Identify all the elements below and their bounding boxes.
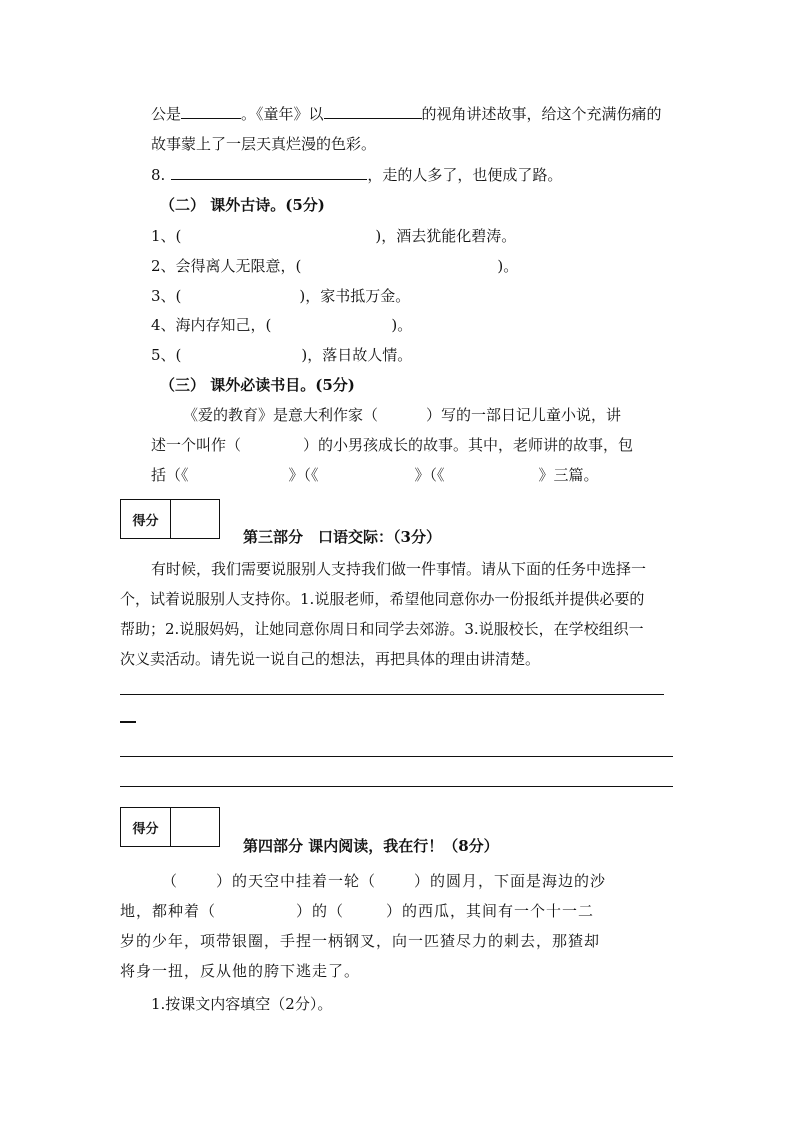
body-text: 次义卖活动。请先说一说自己的想法，再把具体的理由讲清楚。	[120, 650, 541, 668]
book-text: 》三篇。	[538, 466, 599, 484]
book-text: ）的小男孩成长的故事。其中，老师讲的故事，包	[303, 436, 634, 454]
part-title: 第三部分 口语交际：（3分）	[243, 528, 441, 546]
body-text: 个，试着说服别人支持你。1.说服老师，希望他同意你办一份报纸并提供必要的	[120, 590, 645, 608]
book-line	[151, 465, 599, 485]
score-box	[120, 807, 220, 847]
question-text: 1.按课文内容填空（2分）。	[151, 995, 333, 1013]
reading-text: ）的（	[296, 902, 345, 920]
poem-item	[151, 345, 412, 365]
book-text: 括（《	[151, 466, 189, 484]
book-text: ）写的一部日记儿童小说，讲	[426, 406, 622, 424]
section-heading: （二） 课外古诗。(5分)	[160, 196, 325, 214]
reading-text: ）的西瓜，其间有一个十一二	[386, 902, 595, 920]
poem-item	[151, 226, 516, 246]
reading-line	[120, 901, 594, 921]
poem-text: )，落日故人情。	[301, 346, 413, 364]
book-text: 述一个叫作（	[151, 436, 242, 454]
answer-blank[interactable]	[324, 104, 422, 119]
section-heading: （三） 课外必读书目。(5分)	[160, 376, 355, 394]
book-text: 《爱的教育》是意大利作家（	[183, 406, 379, 424]
poem-text: )。	[497, 257, 519, 275]
poem-text: 4、海内存知己，(	[151, 316, 272, 334]
answer-line[interactable]	[120, 786, 673, 787]
fill-text: 。《童年》以	[241, 105, 324, 123]
fill-line-7	[151, 104, 662, 124]
body-text: 有时候，我们需要说服别人支持我们做一件事情。请从下面的任务中选择一	[151, 560, 647, 578]
body-text: 帮助；2.说服妈妈，让她同意你周日和同学去郊游。3.说服校长，在学校组织一	[120, 620, 644, 638]
reading-text: （	[162, 872, 179, 890]
book-text: 》（《	[288, 466, 319, 484]
poem-text: 2、会得离人无限意，(	[151, 257, 302, 275]
book-line	[151, 435, 633, 455]
answer-blank[interactable]	[181, 104, 241, 119]
fill-line-8	[151, 165, 562, 185]
poem-text: )。	[391, 316, 413, 334]
book-line	[183, 405, 621, 425]
answer-line[interactable]	[120, 694, 664, 695]
reading-text: ）的天空中挂着一轮（	[216, 872, 377, 890]
score-label: 得分	[121, 500, 171, 538]
question-number: 8.	[151, 166, 166, 184]
reading-text: 地，都种着（	[120, 902, 217, 920]
reading-line	[162, 871, 606, 891]
book-text: 》（《	[414, 466, 445, 484]
score-box	[120, 499, 220, 539]
poem-item	[151, 315, 412, 335]
reading-text: ）的圆月，下面是海边的沙	[414, 872, 607, 890]
answer-line-stub	[120, 721, 136, 723]
poem-item	[151, 256, 518, 276]
poem-text: 3、(	[151, 287, 182, 305]
fill-line-7b	[151, 134, 376, 154]
poem-text: 1、(	[151, 227, 182, 245]
score-label: 得分	[121, 808, 171, 846]
answer-blank[interactable]	[171, 165, 367, 180]
answer-line[interactable]	[120, 756, 673, 757]
poem-text: )，酒去犹能化碧涛。	[375, 227, 517, 245]
part-title: 第四部分 课内阅读，我在行！（8分）	[243, 837, 499, 855]
reading-text: 岁的少年，项带银圈，手捏一柄钢叉，向一匹猹尽力的刺去，那猹却	[120, 932, 601, 950]
fill-text: ，走的人多了，也便成了路。	[367, 166, 563, 184]
fill-text: 的视角讲述故事，给这个充满伤痛的	[421, 105, 662, 123]
fill-text: 故事蒙上了一层天真烂漫的色彩。	[151, 135, 377, 153]
fill-text: 公是	[151, 105, 182, 123]
poem-item	[151, 286, 410, 306]
reading-text: 将身一扭，反从他的胯下逃走了。	[120, 962, 361, 980]
poem-text: )，家书抵万金。	[299, 287, 411, 305]
poem-text: 5、(	[151, 346, 182, 364]
